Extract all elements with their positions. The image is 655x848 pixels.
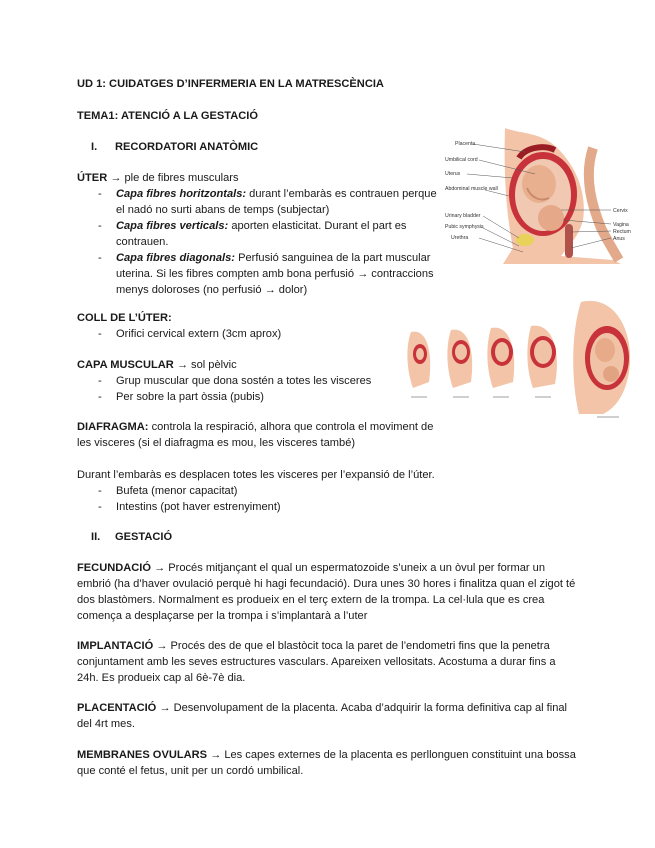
placentacio-term: PLACENTACIÓ — [77, 702, 157, 714]
stage-2 — [447, 330, 472, 388]
section-1-number: I. — [91, 141, 98, 153]
stage-3 — [487, 328, 514, 388]
section-heading-2 — [77, 529, 172, 545]
label-vagina: Vagina — [613, 222, 629, 228]
stage-5-large — [573, 301, 630, 414]
capa-list — [77, 373, 397, 405]
implantacio-text: → Procés des de que el blastòcit toca la paret de l’endometri fins que la penetra conjuntament amb les seves estructures vasculars. Apareixen vellositats. Acostuma a durar fins a 24h. Es produeix cap al 6è-7è dia. — [77, 640, 556, 684]
diafragma-term: DIAFRAGMA: — [77, 421, 149, 433]
diafragma-block — [77, 419, 447, 451]
coll-list — [77, 326, 397, 342]
fecundacio-text: → Procés mitjançant el qual un espermatozoide s’uneix a un òvul per formar un embrió (ha d’haver ovulació perquè hi hagi fecundació). Dura unes 30 hores i finalitza quan el zigot té dos blastòmers. Normalment es produeix en el terç extern de la trompa. La cel·lula que es crea comença a desplaçarse per la trompa i s’implantarà a l’uter — [77, 562, 576, 622]
coll-block — [77, 310, 397, 342]
item-text: aporten elasticitat. Durant el part es contrauen. — [116, 220, 407, 248]
back-outline — [589, 148, 619, 260]
item-term: Capa fibres verticals: — [116, 220, 229, 232]
label-urethra: Urethra — [451, 235, 469, 241]
uter-rest: → ple de fibres musculars — [107, 172, 239, 184]
label-rectum: Rectum — [613, 229, 631, 235]
membranes-para — [77, 747, 579, 779]
fecundacio-para — [77, 560, 579, 624]
list-item: - Bufeta (menor capacitat) — [77, 483, 497, 499]
tema-heading: TEMA1: ATENCIÓ A LA GESTACIÓ — [77, 110, 258, 122]
bladder-shape — [516, 234, 534, 246]
fecundacio-term: FECUNDACIÓ — [77, 562, 151, 574]
capa-term: CAPA MUSCULAR — [77, 359, 174, 371]
fetus-body — [522, 165, 556, 203]
section-1-title: RECORDATORI ANATÒMIC — [115, 141, 259, 153]
label-umbilical-cord: Umbilical cord — [445, 157, 478, 163]
durant-text: Durant l’embaràs es desplacen totes les visceres per l’expansió de l’úter. — [77, 469, 435, 481]
list-item — [77, 218, 437, 250]
membranes-term: MEMBRANES OVULARS — [77, 749, 208, 761]
rectum-shape — [565, 224, 573, 258]
uter-block — [77, 170, 437, 298]
implantacio-term: IMPLANTACIÓ — [77, 640, 154, 652]
item-text: durant l’embaràs es contrauen perque el nadó no surti abans de temps (subjectar) — [116, 188, 437, 216]
list-item: - Per sobre la part òssia (pubis) — [77, 389, 397, 405]
list-item — [77, 250, 437, 298]
uter-list — [77, 186, 437, 298]
capa-block — [77, 357, 397, 405]
label-pubic-symphysis: Pubic symphysis — [445, 224, 484, 230]
implantacio-para — [77, 638, 579, 686]
coll-term: COLL DE L’ÚTER: — [77, 312, 172, 324]
fetus-head — [538, 205, 564, 231]
durant-block — [77, 467, 497, 515]
label-anus: Anus — [613, 236, 625, 242]
label-uterus: Uterus — [445, 171, 461, 177]
stage-4 — [527, 326, 557, 388]
label-abdominal-wall: Abdominal muscle wall — [445, 186, 498, 192]
label-urinary-bladder: Urinary bladder — [445, 213, 481, 219]
membranes-text: → Les capes externes de la placenta es perllonguen constituint una bossa que conté el fetus, unit per un cordó umbilical. — [77, 749, 576, 777]
section-2-number: II. — [91, 531, 101, 543]
document-title: UD 1: CUIDATGES D’INFERMERIA EN LA MATRESCÈNCIA — [77, 78, 384, 90]
item-text: Perfusió sanguinea de la part muscular uterina. Si les fibres compten amb bona perfusió → contraccions menys doloroses (no perfusió → dolor) — [116, 252, 434, 296]
list-item: - Grup muscular que dona sostén a totes les visceres — [77, 373, 397, 389]
label-cervix: Cervix — [613, 208, 628, 214]
diafragma-text: controla la respiració, alhora que controla el moviment de les visceres (si el diafragma es mou, les visceres també) — [77, 421, 434, 449]
item-term: Capa fibres horitzontals: — [116, 188, 247, 200]
item-term: Capa fibres diagonals: — [116, 252, 235, 264]
capa-rest: → sol pèlvic — [173, 359, 237, 371]
stage-1 — [407, 332, 430, 388]
pregnancy-stages-figure — [403, 292, 635, 422]
durant-list — [77, 483, 497, 515]
section-heading-1 — [77, 139, 258, 155]
uter-term: ÚTER — [77, 172, 108, 184]
section-2-title: GESTACIÓ — [115, 531, 173, 543]
label-placenta: Placenta — [455, 141, 476, 147]
placentacio-text: → Desenvolupament de la placenta. Acaba d’adquirir la forma definitiva cap al final del 4rt mes. — [77, 702, 568, 730]
list-item — [77, 186, 437, 218]
placentacio-para — [77, 700, 579, 732]
list-item: - Orifici cervical extern (3cm aprox) — [77, 326, 397, 342]
list-item: - Intestins (pot haver estrenyiment) — [77, 499, 497, 515]
pregnancy-anatomy-figure — [443, 128, 633, 264]
